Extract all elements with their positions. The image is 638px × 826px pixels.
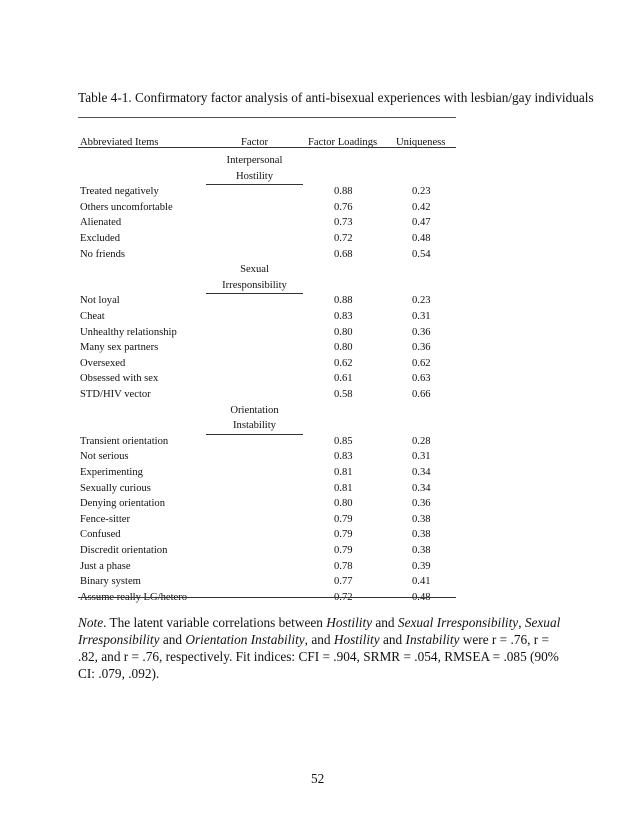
uniqueness-value: 0.39 (412, 560, 431, 572)
factor-label-line1: Sexual (240, 264, 269, 276)
item-name: Unhealthy relationship (80, 326, 177, 338)
uniqueness-value: 0.34 (412, 467, 431, 478)
factor-loading: 0.68 (334, 248, 353, 260)
table-row (0, 186, 638, 202)
item-name: Just a phase (80, 560, 131, 572)
uniqueness-value: 0.38 (412, 513, 431, 525)
factor-label-line2: Instability (206, 418, 303, 435)
factor-loading: 0.85 (334, 435, 353, 447)
uniqueness-value: 0.63 (412, 373, 431, 385)
uniqueness-value: 0.62 (412, 357, 431, 369)
item-name: Not serious (80, 451, 129, 463)
factor-loading: 0.81 (334, 467, 353, 478)
uniqueness-value: 0.34 (412, 482, 431, 494)
factor-loading: 0.88 (334, 295, 353, 307)
table-row (0, 592, 638, 608)
table-row (0, 514, 638, 530)
uniqueness-value: 0.36 (412, 326, 431, 338)
table-row (0, 467, 638, 483)
item-name: Treated negatively (80, 186, 159, 198)
table-row (0, 311, 638, 327)
table-row (0, 217, 638, 233)
item-name: Not loyal (80, 295, 120, 307)
item-name: Others uncomfortable (80, 201, 173, 213)
table-row (0, 545, 638, 561)
note-variable: Sexual Irresponsibility (78, 615, 561, 647)
table-row (0, 249, 638, 265)
factor-loading: 0.80 (334, 342, 353, 354)
factor-loading: 0.72 (334, 233, 353, 244)
uniqueness-value: 0.48 (412, 591, 431, 603)
uniqueness-value: 0.36 (412, 342, 431, 354)
factor-label-line2: Hostility (206, 169, 303, 186)
item-name: Alienated (80, 217, 122, 229)
factor-loading: 0.80 (334, 498, 353, 510)
table-note: Note. The latent variable correlations between Hostility and Sexual Irresponsibility, Sexual Irresponsibility and Orientation Instability, and Hostility and Instability were r = .76, r = .82, and r = .76, respectively. Fit indices: CFI = .904, SRMR = .054, RMSEA = .085 (90% CI: .079, .092). (78, 615, 561, 681)
table-row (0, 202, 638, 218)
table-top-rule (78, 117, 456, 118)
item-name: Binary system (80, 576, 141, 588)
note-label: Note (78, 615, 104, 630)
factor-loading: 0.79 (334, 545, 353, 556)
factor-loading: 0.61 (334, 373, 353, 385)
uniqueness-value: 0.36 (412, 498, 431, 510)
factor-loading: 0.78 (334, 560, 353, 572)
factor-label-line1: Orientation (230, 404, 279, 416)
factor-label (206, 262, 303, 294)
factor-loading: 0.72 (334, 591, 353, 603)
uniqueness-value: 0.41 (412, 576, 431, 588)
table-row (0, 483, 638, 499)
item-name: Cheat (80, 311, 105, 322)
factor-loading: 0.58 (334, 389, 353, 400)
note-variable: Sexual Irresponsibility (397, 615, 519, 630)
item-name: No friends (80, 248, 126, 260)
factor-loading: 0.83 (334, 311, 353, 322)
table-caption: Table 4-1. Confirmatory factor analysis of anti-bisexual experiences with lesbian/gay individuals (78, 90, 594, 105)
note-variable: Hostility (333, 632, 380, 647)
item-name: Transient orientation (80, 435, 169, 447)
table-row (0, 498, 638, 514)
factor-label (206, 153, 303, 185)
factor-loading: 0.79 (334, 513, 353, 525)
uniqueness-value: 0.47 (412, 217, 431, 229)
item-name: Excluded (80, 233, 121, 244)
uniqueness-value: 0.23 (412, 186, 431, 198)
header-uniqueness: Uniqueness (396, 137, 446, 148)
uniqueness-value: 0.28 (412, 435, 431, 447)
item-name: Many sex partners (80, 342, 159, 354)
factor-loading: 0.79 (334, 529, 353, 541)
uniqueness-value: 0.38 (412, 529, 431, 541)
item-name: Fence-sitter (80, 513, 131, 525)
uniqueness-value: 0.31 (412, 451, 431, 463)
table-row (0, 451, 638, 467)
table-row (0, 358, 638, 374)
header-abbreviated-items: Abbreviated Items (80, 137, 159, 148)
item-name: Sexually curious (80, 482, 151, 494)
factor-loading: 0.76 (334, 201, 353, 213)
table-row (0, 576, 638, 592)
item-name: Confused (80, 529, 121, 541)
table-bottom-rule (78, 597, 456, 598)
factor-loading: 0.83 (334, 451, 353, 463)
table-row (0, 529, 638, 545)
factor-loading: 0.73 (334, 217, 353, 229)
table-row (0, 327, 638, 343)
table-row (0, 389, 638, 405)
table-row (0, 373, 638, 389)
item-name: Denying orientation (80, 498, 166, 510)
table-row (0, 342, 638, 358)
table-row (0, 561, 638, 577)
table-row (0, 233, 638, 249)
note-variable: Hostility (326, 615, 373, 630)
uniqueness-value: 0.31 (412, 311, 431, 322)
uniqueness-value: 0.23 (412, 295, 431, 307)
item-name: Obsessed with sex (80, 373, 159, 385)
item-name: Assume really LG/hetero (80, 591, 188, 603)
item-name: STD/HIV vector (80, 389, 151, 400)
header-factor: Factor (241, 137, 269, 148)
uniqueness-value: 0.66 (412, 389, 431, 400)
factor-loading: 0.77 (334, 576, 353, 588)
uniqueness-value: 0.48 (412, 233, 431, 244)
header-factor-loadings: Factor Loadings (308, 137, 378, 148)
factor-label-line1: Interpersonal (226, 155, 283, 166)
note-variable: Instability (405, 632, 460, 647)
factor-loading: 0.80 (334, 326, 353, 338)
factor-loading: 0.88 (334, 186, 353, 198)
table-row (0, 295, 638, 311)
page-number: 52 (311, 771, 325, 786)
factor-loading: 0.62 (334, 357, 353, 369)
item-name: Oversexed (80, 357, 126, 369)
factor-loading: 0.81 (334, 482, 353, 494)
factor-label-line2: Irresponsibility (206, 278, 303, 295)
note-variable: Orientation Instability (185, 632, 305, 647)
uniqueness-value: 0.38 (412, 545, 431, 556)
factor-label (206, 403, 303, 435)
table-row (0, 436, 638, 452)
uniqueness-value: 0.42 (412, 201, 431, 213)
header-rule (78, 147, 456, 148)
item-name: Experimenting (80, 467, 143, 478)
uniqueness-value: 0.54 (412, 248, 431, 260)
item-name: Discredit orientation (80, 545, 168, 556)
